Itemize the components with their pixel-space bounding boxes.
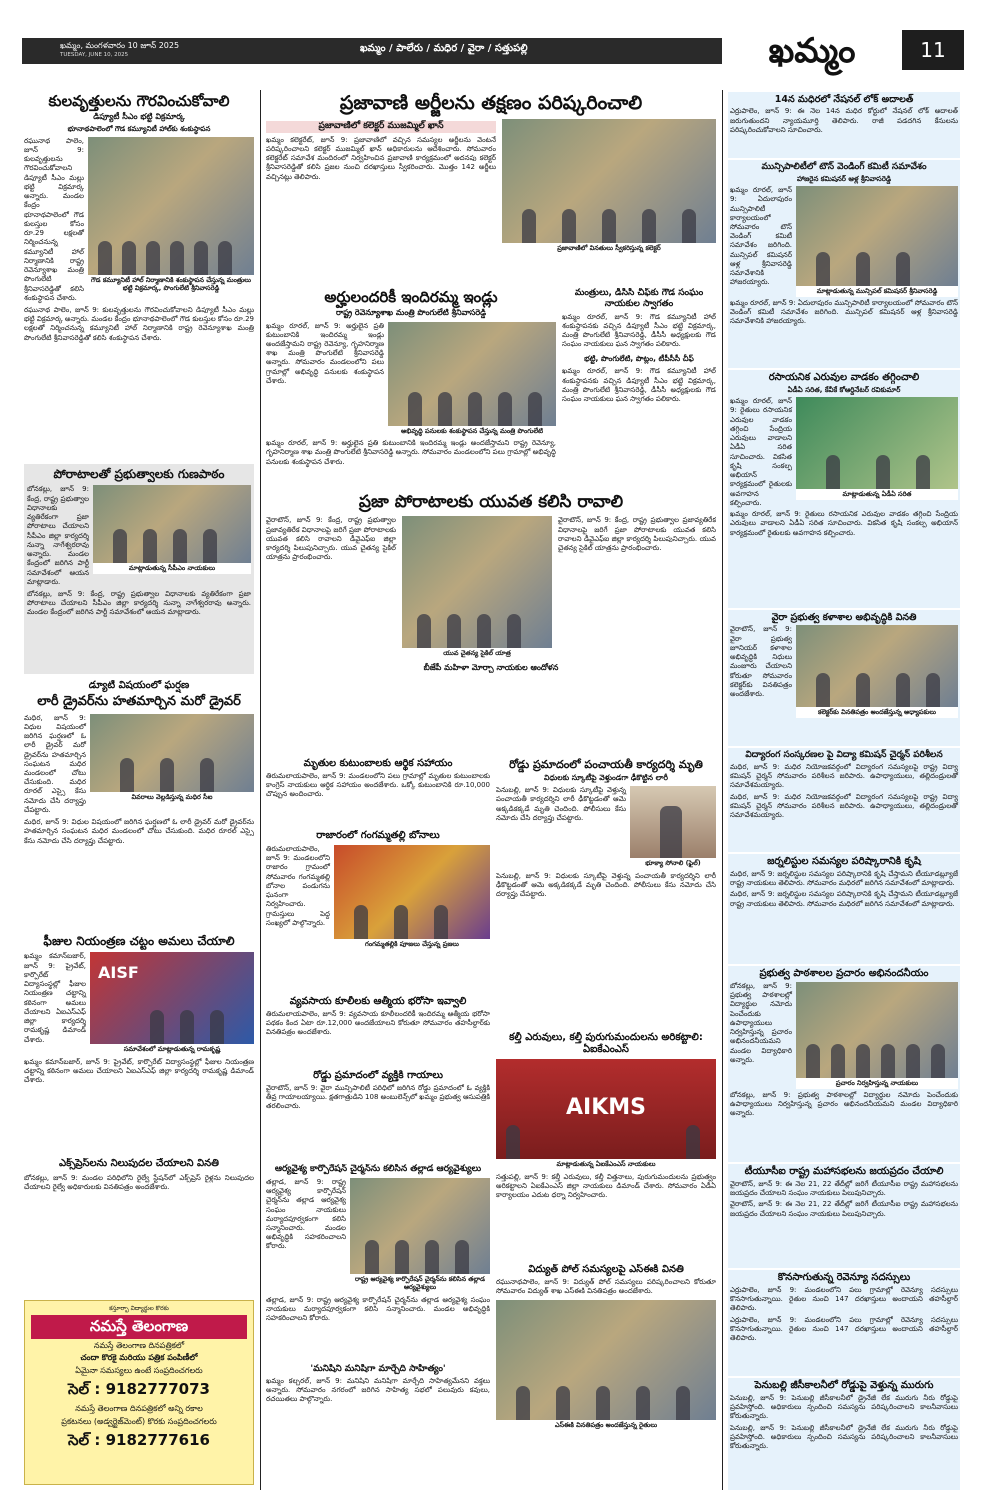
article-body-continued: పెనుబల్లి, జూన్ 9: విధులకు స్కూటీపై వెళ్తున్న పంచాయతీ కార్యదర్శిని లారీ ఢీకొట్టడంతో ఆమె అక్కడికక్కడే మృతి చెందింది. పోలీసులు కేసు నమోదు చేసి దర్యాప్తు చేపట్టారు.	[496, 871, 716, 899]
headline: 'మనిషిని మనిషిగా మార్చేది సాహిత్యం'	[310, 1364, 446, 1374]
ad-top-text: కస్తూర్బా విద్యార్థుల కొరకు	[109, 1305, 169, 1312]
header-date-telugu: ఖమ్మం, మంగళవారం 10 జూన్ 2025	[60, 41, 180, 50]
headline: ప్రజావాణి అర్జీలను తక్షణం పరిష్కరించాలి	[339, 92, 643, 114]
article-photo	[796, 982, 958, 1078]
headline: ఫీజుల నియంత్రణ చట్టం అమలు చేయాలి	[43, 934, 235, 948]
headline: మృతుల కుటుంబాలకు ఆర్థిక సహాయం	[303, 758, 453, 769]
headline: 14న మధిరలో నేషనల్ లోక్ అదాలత్	[774, 94, 914, 105]
subheadline: విధులకు స్కూటీపై వెళ్తుండగా ఢీకొట్టిన లారీ	[544, 773, 668, 783]
ad-line: చందా కొరకై మరియు పత్రిక పంపిణీలో	[80, 1353, 198, 1363]
article-indiramma-houses	[266, 288, 556, 488]
article-photo	[796, 186, 958, 286]
headline: వ్యవసాయ కూలీలకు ఆత్మీయ భరోసా ఇవ్వాలి	[289, 996, 467, 1007]
photo-caption: మాట్లాడుతున్న సీపీఎం నాయకులు	[93, 563, 251, 574]
article-body: వైరాటౌన్, జూన్ 9: వైరా మున్సిపాలిటీ పరిధిలో జరిగిన రోడ్డు ప్రమాదంలో ఓ వ్యక్తికి తీవ్ర గాయాలయ్యాయి. క్షతగాత్రుడిని 108 అంబులెన్స్‌లో ఖమ్మం ప్రభుత్వ ఆసుపత్రికి తరలించారు.	[266, 1084, 490, 1111]
photo-caption: భూక్యా సోనాలి (ఫైల్)	[630, 858, 716, 869]
article-body: తిరుమలాయపాలెం, జూన్ 9: మండలంలోని పలు గ్రామాల్లో మృతుల కుటుంబాలకు కాంగ్రెస్ నాయకులు ఆర్థిక సహాయం అందజేశారు. ఒక్కో కుటుంబానికి రూ.10,000 చొప్పున అందించారు.	[266, 772, 490, 799]
article-kulavruttulu	[24, 92, 254, 460]
article-wyra-college	[728, 610, 960, 746]
article-financial-aid	[266, 758, 490, 826]
article-photo	[502, 119, 716, 243]
article-body: వైరాటౌన్, జూన్ 9: వైరా ప్రభుత్వ జూనియర్ కళాశాల అభివృద్ధికి నిధులు మంజూరు చేయాలని కోరుతూ సోమవారం కలెక్టర్‌కు వినతిపత్రం అందజేశారు.	[730, 625, 792, 699]
article-body-continued: ఖమ్మం కమాన్‌బజార్, జూన్ 9: ప్రైవేట్, కార్పొరేట్ విద్యాసంస్థల్లో ఫీజుల నియంత్రణ చట్టాన్ని కఠినంగా అమలు చేయాలని ఏఐఎస్ఎఫ్ జిల్లా కార్యదర్శి రామకృష్ణ డిమాండ్ చేశారు.	[24, 1057, 254, 1085]
article-body: రఘునాథ పాలెం, జూన్ 9: కులవృత్తులను గౌరవించుకోవాలని డిప్యూటీ సీఎం మల్లు భట్టి విక్రమార్క అన్నారు. మండల కేంద్రం భూనాథపాలెంలో గౌడ కులస్తుల కోసం రూ.29 లక్షలతో నిర్మించనున్న కమ్యూనిటీ హాల్ నిర్మాణానికి రాష్ట్ర రెవెన్యూశాఖ మంత్రి పొంగులేటి శ్రీనివాసరెడ్డితో కలిసి శంకుస్థాపన చేశారు.	[24, 136, 84, 302]
ad-line: నమస్తే తెలంగాణ దినపత్రికలో అన్ని రకాల	[75, 1404, 203, 1414]
article-body: ఖమ్మం రూరల్, జూన్ 9: అర్హులైన ప్రతి కుటుంబానికి ఇందిరమ్మ ఇండ్లు అందజేస్తామని రాష్ట్ర రెవెన్యూ, గృహనిర్మాణ శాఖ మంత్రి పొంగులేటి శ్రీనివాసరెడ్డి అన్నారు. సోమవారం మండలంలోని పలు గ్రామాల్లో అభివృద్ధి పనులకు శంకుస్థాపన చేశారు.	[266, 321, 384, 385]
photo-caption: గౌడ కమ్యూనిటీ హాల్ నిర్మాణానికి శంకుస్థాపన చేస్తున్న మంత్రులు భట్టి విక్రమార్క, పొంగులేటి శ్రీనివాసరెడ్డి	[88, 275, 254, 294]
article-body-continued: రఘునాథ పాలెం, జూన్ 9: కులవృత్తులను గౌరవించుకోవాలని డిప్యూటీ సీఎం మల్లు భట్టి విక్రమార్క అన్నారు. మండల కేంద్రం భూనాథపాలెంలో గౌడ కులస్తుల కోసం రూ.29 లక్షలతో నిర్మించనున్న కమ్యూనిటీ హాల్ నిర్మాణానికి రాష్ట్ర రెవెన్యూశాఖ మంత్రి పొంగులేటి శ్రీనివాసరెడ్డితో కలిసి శంకుస్థాపన చేశారు.	[24, 306, 254, 342]
photo-caption: ఎస్ఈకి వినతిపత్రం అందజేస్తున్న రైతులు	[496, 1420, 716, 1431]
headline: కొనసాగుతున్న రెవెన్యూ సదస్సులు	[777, 1272, 911, 1283]
photo-caption: మాట్లాడుతున్న మున్సిపల్ కమిషనర్ శ్రీనివాసరెడ్డి	[796, 286, 958, 297]
article-express-trains	[24, 1158, 254, 1294]
article-body: ఎర్రుపాలెం, జూన్ 9: ఈ నెల 14న మధిర కోర్టులో నేషనల్ లోక్ అదాలత్ జరుగుతుందని న్యాయమూర్తి తెలిపారు. రాజీ పడదగిన కేసులను పరిష్కరించుకోవాలని సూచించారు.	[730, 107, 958, 134]
ad-line: ఏమైనా సమస్యలు ఉంటే సంప్రదించగలరు	[75, 1365, 203, 1375]
kicker: డ్యూటీ విషయంలో ఘర్షణ	[88, 680, 190, 691]
headline: ఆర్యవైశ్య కార్పొరేషన్ చైర్మన్‌ను కలిసిన తల్లాడ ఆర్యవైశ్యులు	[274, 1164, 482, 1174]
subheadline: ఏడీఏ సరిత, కేవీకే కోఆర్డినేటర్ రవికుమార్	[787, 386, 901, 394]
photo-caption: కలెక్టర్‌కు వినతిపత్రం అందజేస్తున్న అధ్యాపకులు	[796, 707, 958, 718]
article-body: ఖమ్మం రూరల్, జూన్ 9: ఏదులాపురం మున్సిపాలిటీ కార్యాలయంలో సోమవారం టౌన్ వెండింగ్ కమిటీ సమావేశం జరిగింది. మున్సిపల్ కమిషనర్ ఆళ్ల శ్రీనివాసరెడ్డి సమావేశానికి హాజరయ్యారు.	[730, 186, 792, 287]
article-body: మధిర, జూన్ 9: మధిర నియోజకవర్గంలో విద్యారంగ సమస్యలపై రాష్ట్ర విద్యా కమిషన్ చైర్మన్ సోమవారం పరిశీలన జరిపారు. ఉపాధ్యాయులు, తల్లిదండ్రులతో సమావేశమయ్యారు.	[730, 762, 958, 790]
article-youth-struggles	[266, 492, 716, 752]
article-body: తల్లాడ, జూన్ 9: రాష్ట్ర ఆర్యవైశ్య కార్పొరేషన్ చైర్మన్‌ను తల్లాడ ఆర్యవైశ్య సంఘం నాయకులు మర్యాదపూర్వకంగా కలిసి సన్మానించారు. మండల అభివృద్ధికి సహకరించాలని కోరారు.	[266, 1177, 346, 1251]
headline: పోరాటాలతో ప్రభుత్వాలకు గుణపాఠం	[53, 467, 225, 481]
headline: రసాయనిక ఎరువుల వాడకం తగ్గించాలి	[768, 372, 920, 383]
portrait-photo	[630, 786, 716, 858]
ad-line: నమస్తే తెలంగాణ దినపత్రికలో	[93, 1340, 185, 1350]
article-body-continued: మధిర, జూన్ 9: జర్నలిస్టుల సమస్యల పరిష్కారానికి కృషి చేస్తామని టీయూడబ్ల్యూజే రాష్ట్ర నాయకులు తెలిపారు. సోమవారం మధిరలో జరిగిన సమావేశంలో మాట్లాడారు.	[730, 890, 958, 908]
section-brand: ఖమ్మం	[722, 26, 902, 76]
ad-phone-2: సెల్ : 9182777616	[68, 1431, 210, 1450]
ad-line: ప్రకటనలు (అడ్వర్టైజ్‌మెంట్) కొరకు సంప్రదించగలరు	[61, 1416, 217, 1426]
article-revenue-sadassulu	[728, 1270, 960, 1376]
article-body: ఖమ్మం కమాన్‌బజార్, జూన్ 9: ప్రైవేట్, కార్పొరేట్ విద్యాసంస్థల్లో ఫీజుల నియంత్రణ చట్టాన్ని కఠినంగా అమలు చేయాలని ఏఐఎస్ఎఫ్ జిల్లా కార్యదర్శి రామకృష్ణ డిమాండ్ చేశారు.	[24, 952, 86, 1044]
headline: రోడ్డు ప్రమాదంలో పంచాయతీ కార్యదర్శి మృతి	[509, 758, 703, 771]
column-rule	[260, 90, 261, 1490]
article-body: ఎర్రుపాలెం, జూన్ 9: మండలంలోని పలు గ్రామాల్లో రెవెన్యూ సదస్సులు కొనసాగుతున్నాయి. రైతుల నుంచి 147 దరఖాస్తులు అందాయని తహసీల్దార్ తెలిపారు.	[730, 1286, 958, 1313]
article-body-continued: మధిర, జూన్ 9: విధుల విషయంలో జరిగిన ఘర్షణలో ఓ లారీ డ్రైవర్ మరో డ్రైవర్‌ను హతమార్చిన సంఘటన మధిర మండలంలో చోటు చేసుకుంది. మధిర రూరల్ ఎస్సై కేసు నమోదు చేసి దర్యాప్తు చేపట్టారు.	[24, 818, 254, 845]
article-photo	[350, 1178, 490, 1274]
article-body: వైరాటౌన్, జూన్ 9: కేంద్ర, రాష్ట్ర ప్రభుత్వాల ప్రజావ్యతిరేక విధానాలపై జరిగే ప్రజా పోరాటాలకు యువత కలిసి రావాలని డీవైఎఫ్ఐ జిల్లా కార్యదర్శి పిలుపునిచ్చారు. యువ చైతన్య సైకిల్ యాత్రను ప్రారంభించారు.	[266, 516, 396, 562]
headline: ఎక్స్‌ప్రెస్‌లను నిలుపుదల చేయాలని వినతి	[59, 1158, 219, 1169]
article-body-continued: ఖమ్మం రూరల్, జూన్ 9: ఏదులాపురం మున్సిపాలిటీ కార్యాలయంలో సోమవారం టౌన్ వెండింగ్ కమిటీ సమావేశం జరిగింది. మున్సిపల్ కమిషనర్ ఆళ్ల శ్రీనివాసరెడ్డి సమావేశానికి హాజరయ్యారు.	[730, 298, 958, 326]
subheadline: డిప్యూటీ సీఎం భట్టి విక్రమార్క	[93, 112, 185, 121]
article-body: మధిర, జూన్ 9: జర్నలిస్టుల సమస్యల పరిష్కారానికి కృషి చేస్తామని టీయూడబ్ల్యూజే రాష్ట్ర నాయకులు తెలిపారు. సోమవారం మధిరలో జరిగిన సమావేశంలో మాట్లాడారు.	[730, 870, 958, 888]
headline: అర్హులందరికీ ఇందిరమ్మ ఇండ్లు	[324, 288, 498, 306]
article-literature	[266, 1364, 490, 1490]
article-aikms	[496, 1032, 716, 1260]
article-body-continued: ఎర్రుపాలెం, జూన్ 9: మండలంలోని పలు గ్రామాల్లో రెవెన్యూ సదస్సులు కొనసాగుతున్నాయి. రైతుల నుంచి 147 దరఖాస్తులు అందాయని తహసీల్దార్ తెలిపారు.	[730, 1315, 958, 1343]
header-date-english: TUESDAY, JUNE 10, 2025	[60, 52, 129, 58]
headline: వైరా ప్రభుత్వ కళాశాల అభివృద్ధికి వినతి	[771, 612, 917, 623]
headline: రాజారంలో గంగమ్మతల్లి బోనాలు	[316, 830, 440, 841]
column-rule	[722, 90, 723, 1490]
article-body-continued: మధిర, జూన్ 9: మధిర నియోజకవర్గంలో విద్యారంగ సమస్యలపై రాష్ట్ర విద్యా కమిషన్ చైర్మన్ సోమవారం పరిశీలన జరిపారు. ఉపాధ్యాయులు, తల్లిదండ్రులతో సమావేశమయ్యారు.	[730, 792, 958, 819]
photo-caption: భట్టి, పొంగులేటి, పొట్లం, టీపీసీసీ చీఫ్	[562, 353, 716, 365]
subheadline: రాష్ట్ర రెవెన్యూశాఖ మంత్రి పొంగులేటి శ్రీనివాసరెడ్డి	[335, 308, 487, 317]
article-body-continued: ఖమ్మం రూరల్, జూన్ 9: రైతులు రసాయనిక ఎరువుల వాడకం తగ్గించి సేంద్రియ ఎరువులు వాడాలని ఏడీఏ సరిత సూచించారు. వికసిత కృషి సంకల్ప అభియాన్ కార్యక్రమంలో రైతులకు అవగాహన కల్పించారు.	[730, 510, 958, 537]
article-body-continued: వైరాటౌన్, జూన్ 9: ఈ నెల 21, 22 తేదీల్లో జరిగే టీయూసీఐ రాష్ట్ర మహాసభలను జయప్రదం చేయాలని సంఘం నాయకులు పిలుపునిచ్చారు.	[730, 1200, 958, 1218]
article-body: ఖమ్మం రూరల్, జూన్ 9: రైతులు రసాయనిక ఎరువుల వాడకం తగ్గించి సేంద్రియ ఎరువులు వాడాలని ఏడీఏ సరిత సూచించారు. వికసిత కృషి సంకల్ప అభియాన్ కార్యక్రమంలో రైతులకు అవగాహన కల్పించారు.	[730, 397, 792, 507]
photo-caption: ప్రచారం నిర్వహిస్తున్న నాయకులు	[796, 1078, 958, 1089]
article-body: తిరుమలాయపాలెం, జూన్ 9: వ్యవసాయ కూలీలందరికీ ఇందిరమ్మ ఆత్మీయ భరోసా పథకం కింద ఏటా రూ.12,000 అందజేయాలని కోరుతూ సోమవారం తహసీల్దార్‌కు వినతిపత్రం అందజేశారు.	[266, 1010, 490, 1037]
article-photo	[796, 397, 958, 489]
page-header	[0, 0, 981, 82]
headline: ప్రభుత్వ పాఠశాలల ప్రచారం అభినందనీయం	[759, 968, 929, 979]
headline: ప్రజా పోరాటాలకు యువత కలిసి రావాలి	[358, 492, 624, 512]
article-body-continued: తల్లాడ, జూన్ 9: రాష్ట్ర ఆర్యవైశ్య కార్పొరేషన్ చైర్మన్‌ను తల్లాడ ఆర్యవైశ్య సంఘం నాయకులు మర్యాదపూర్వకంగా కలిసి సన్మానించారు. మండల అభివృద్ధికి సహకరించాలని కోరారు.	[266, 1295, 490, 1323]
article-body: రఘునాథపాలెం, జూన్ 9: విద్యుత్ పోల్ సమస్యలు పరిష్కరించాలని కోరుతూ సోమవారం విద్యుత్ శాఖ ఎస్ఈకి వినతిపత్రం అందజేశారు.	[496, 1278, 716, 1296]
article-photo	[88, 137, 254, 275]
photo-caption: సమావేశంలో మాట్లాడుతున్న రామకృష్ణ	[90, 1044, 254, 1055]
article-tuci	[728, 1164, 960, 1268]
article-body: ఖమ్మం కలెక్టరేట్, జూన్ 9: ప్రజావాణిలో వచ్చిన సమస్యల అర్జీలను వెంటనే పరిష్కరించాలని కలెక్టర్ ముజమ్మిల్ ఖాన్ అధికారులను ఆదేశించారు. సోమవారం కలెక్టరేట్ సమావేశ మందిరంలో నిర్వహించిన ప్రజావాణి కార్యక్రమంలో అదనపు కలెక్టర్ శ్రీనివాసరెడ్డితో కలిసి ప్రజల నుంచి దరఖాస్తులు స్వీకరించారు. మొత్తం 142 అర్జీలు వచ్చినట్లు తెలిపారు.	[266, 135, 496, 181]
article-photo	[334, 845, 490, 939]
article-drainage	[728, 1378, 960, 1490]
article-body: ఖమ్మం కల్చరల్, జూన్ 9: మనిషిని మనిషిగా మార్చేది సాహిత్యమేనని వక్తలు అన్నారు. సోమవారం నగరంలో జరిగిన సాహిత్య సభలో పలువురు కవులు, రచయితలు పాల్గొన్నారు.	[266, 1376, 490, 1404]
photo-caption: మాట్లాడుతున్న ఏడీఏ సరిత	[796, 489, 958, 500]
article-photo	[496, 1300, 716, 1420]
kicker: బీజేపీ మహిళా మోర్చా నాయకుల ఆందోళన	[423, 662, 559, 672]
subheadline: ప్రజావాణిలో కలెక్టర్ ముజమ్మిల్ ఖాన్	[266, 121, 496, 133]
subheadline: భూనాథపాలెంలో గౌడ కమ్యూనిటీ హాల్‌కు శంకుస్థాపన	[67, 124, 211, 133]
headline: మున్సిపాలిటీలో టౌన్ వెండింగ్ కమిటీ సమావేశం	[761, 162, 927, 172]
headline: జర్నలిస్టుల సమస్యల పరిష్కారానికి కృషి	[767, 856, 921, 867]
article-chemical-fertilizers	[728, 370, 960, 608]
headline: మంత్రులు, డీసీసీ చీఫ్‌కు గౌడ సంఘం నాయకుల స్వాగతం	[574, 288, 704, 309]
article-govt-school-campaign	[728, 966, 960, 1162]
photo-caption: గంగమ్మతల్లికి పూజలు చేస్తున్న ప్రజలు	[334, 939, 490, 950]
header-places: ఖమ్మం / పాలేరు / మధిర / వైరా / సత్తుపల్లి	[360, 43, 528, 54]
subscription-advertisement	[24, 1300, 254, 1485]
photo-caption: మాట్లాడుతున్న ఏఐకేఎంఎస్ నాయకులు	[496, 1159, 716, 1170]
photo-caption: వివరాలు వెల్లడిస్తున్న మధిర సీఐ	[90, 792, 254, 803]
article-education-commission	[728, 748, 960, 852]
article-photo	[90, 714, 254, 792]
photo-caption: అభివృద్ధి పనులకు శంకుస్థాపన చేస్తున్న మంత్రి పొంగులేటి	[388, 426, 556, 437]
article-road-accident-injury	[266, 1070, 490, 1160]
subheadline: హాజరైన కమిషనర్ ఆళ్ల శ్రీనివాసరెడ్డి	[796, 174, 892, 183]
photo-caption: ప్రజావాణిలో వినతులు స్వీకరిస్తున్న కలెక్టర్	[502, 243, 716, 254]
newspaper-logo: నమస్తే తెలంగాణ	[31, 1315, 247, 1339]
headline: పెనుబల్లి జీసీకాలనీలో రోడ్డుపై వెళ్తున్న మురుగు	[754, 1380, 934, 1391]
article-gouda-welcome	[562, 288, 716, 488]
article-body-continued: బోనకల్లు, జూన్ 9: కేంద్ర, రాష్ట్ర ప్రభుత్వాల విధానాలకు వ్యతిరేకంగా ప్రజా పోరాటాలు చేయాలని సీపీఎం జిల్లా కార్యదర్శి నున్నా నాగేశ్వరరావు అన్నారు. మండల కేంద్రంలో జరిగిన పార్టీ సమావేశంలో ఆయన మాట్లాడారు.	[27, 589, 251, 617]
article-body-continued: ఖమ్మం రూరల్, జూన్ 9: గౌడ కమ్యూనిటీ హాల్ శంకుస్థాపనకు వచ్చిన డిప్యూటీ సీఎం భట్టి విక్రమార్క, మంత్రి పొంగులేటి శ్రీనివాసరెడ్డి, డీసీసీ అధ్యక్షులకు గౌడ సంఘం నాయకులు ఘన స్వాగతం పలికారు.	[562, 367, 716, 404]
article-body: సత్తుపల్లి, జూన్ 9: కల్తీ ఎరువులు, కల్తీ విత్తనాలు, పురుగుమందులను ప్రభుత్వం అరికట్టాలని ఏఐకేఎంఎస్ జిల్లా నాయకులు డిమాండ్ చేశారు. సోమవారం ఏడీఏ కార్యాలయం ఎదుట ధర్నా నిర్వహించారు.	[496, 1172, 716, 1200]
article-photo	[93, 485, 251, 563]
article-body: బోనకల్లు, జూన్ 9: కేంద్ర, రాష్ట్ర ప్రభుత్వాల విధానాలకు వ్యతిరేకంగా ప్రజా పోరాటాలు చేయాలని సీపీఎం జిల్లా కార్యదర్శి నున్నా నాగేశ్వరరావు అన్నారు. మండల కేంద్రంలో జరిగిన పార్టీ సమావేశంలో ఆయన మాట్లాడారు.	[27, 485, 89, 586]
article-photo	[796, 625, 958, 707]
article-body-continued: పెనుబల్లి, జూన్ 9: పెనుబల్లి జీసీకాలనీలో డ్రైనేజీ లేక మురుగు నీరు రోడ్డుపై ప్రవహిస్తోంది. అధికారులు స్పందించి సమస్యను పరిష్కరించాలని కాలనీవాసులు కోరుతున్నారు.	[730, 1423, 958, 1451]
article-body: బోనకల్లు, జూన్ 9: మండల పరిధిలోని రైల్వే స్టేషన్‌లో ఎక్స్‌ప్రెస్ రైళ్లను నిలుపుదల చేయాలని రైల్వే అధికారులకు వినతిపత్రం అందజేశారు.	[24, 1174, 254, 1192]
headline: విద్యారంగ సంస్కరణల పై విద్యా కమిషన్ చైర్మన్ పరిశీలన	[745, 750, 943, 760]
article-photo	[402, 516, 552, 648]
article-photo	[388, 322, 556, 426]
article-body: పెనుబల్లి, జూన్ 9: పెనుబల్లి జీసీకాలనీలో డ్రైనేజీ లేక మురుగు నీరు రోడ్డుపై ప్రవహిస్తోంది. అధికారులు స్పందించి సమస్యను పరిష్కరించాలని కాలనీవాసులు కోరుతున్నారు.	[730, 1394, 958, 1421]
article-body-continued: బోనకల్లు, జూన్ 9: ప్రభుత్వ పాఠశాలల్లో విద్యార్థుల నమోదు పెంచేందుకు ఉపాధ్యాయులు నిర్వహిస్తున్న ప్రచారం అభినందనీయమని మండల విద్యాధికారి అన్నారు.	[730, 1090, 958, 1118]
article-body-continued: వైరాటౌన్, జూన్ 9: కేంద్ర, రాష్ట్ర ప్రభుత్వాల ప్రజావ్యతిరేక విధానాలపై జరిగే ప్రజా పోరాటాలకు యువత కలిసి రావాలని డీవైఎఫ్ఐ జిల్లా కార్యదర్శి పిలుపునిచ్చారు. యువ చైతన్య సైకిల్ యాత్రను ప్రారంభించారు.	[558, 516, 716, 553]
article-bonalu	[266, 830, 490, 992]
article-body: తిరుమలాయపాలెం, జూన్ 9: మండలంలోని రాజారం గ్రామంలో సోమవారం గంగమ్మతల్లి బోనాల పండుగను ఘనంగా నిర్వహించారు. గ్రామస్తులు పెద్ద సంఖ్యలో పాల్గొన్నారు.	[266, 845, 330, 927]
article-body: పెనుబల్లి, జూన్ 9: విధులకు స్కూటీపై వెళ్తున్న పంచాయతీ కార్యదర్శిని లారీ ఢీకొట్టడంతో ఆమె అక్కడికక్కడే మృతి చెందింది. పోలీసులు కేసు నమోదు చేసి దర్యాప్తు చేపట్టారు.	[496, 786, 626, 822]
headline: టీయూసీఐ రాష్ట్ర మహాసభలను జయప్రదం చేయాలి	[744, 1166, 944, 1177]
article-photo: AISF	[90, 952, 254, 1044]
article-prajavani	[266, 92, 716, 282]
article-body: బోనకల్లు, జూన్ 9: ప్రభుత్వ పాఠశాలల్లో విద్యార్థుల నమోదు పెంచేందుకు ఉపాధ్యాయులు నిర్వహిస్తున్న ప్రచారం అభినందనీయమని మండల విద్యాధికారి అన్నారు.	[730, 982, 792, 1064]
article-town-vending	[728, 160, 960, 368]
photo-caption: రాష్ట్ర ఆర్యవైశ్య కార్పొరేషన్ చైర్మన్‌ను కలిసిన తల్లాడ ఆర్యవైశ్యులు	[350, 1274, 490, 1293]
article-body: మధిర, జూన్ 9: విధుల విషయంలో జరిగిన ఘర్షణలో ఓ లారీ డ్రైవర్ మరో డ్రైవర్‌ను హతమార్చిన సంఘటన మధిర మండలంలో చోటు చేసుకుంది. మధిర రూరల్ ఎస్సై కేసు నమోదు చేసి దర్యాప్తు చేపట్టారు.	[24, 713, 86, 814]
headline: రోడ్డు ప్రమాదంలో వ్యక్తికి గాయాలు	[313, 1070, 443, 1081]
article-lorry-driver	[24, 680, 254, 930]
photo-caption: యువ చైతన్య సైకిల్ యాత్ర	[402, 648, 552, 659]
page-number: 11	[902, 30, 964, 70]
article-agri-labour	[266, 996, 490, 1066]
article-body: వైరాటౌన్, జూన్ 9: ఈ నెల 21, 22 తేదీల్లో జరిగే టీయూసీఐ రాష్ట్ర మహాసభలను జయప్రదం చేయాలని సంఘం నాయకులు పిలుపునిచ్చారు.	[730, 1180, 958, 1198]
article-electric-poles	[496, 1264, 716, 1490]
article-photo	[496, 1059, 716, 1159]
headline: కులవృత్తులను గౌరవించుకోవాలి	[48, 92, 230, 110]
article-aryavysya	[266, 1164, 490, 1360]
article-fees-act	[24, 934, 254, 1154]
article-lok-adalat	[728, 92, 960, 158]
article-body: ఖమ్మం రూరల్, జూన్ 9: గౌడ కమ్యూనిటీ హాల్ శంకుస్థాపనకు వచ్చిన డిప్యూటీ సీఎం భట్టి విక్రమార్క, మంత్రి పొంగులేటి శ్రీనివాసరెడ్డి, డీసీసీ అధ్యక్షులకు గౌడ సంఘం నాయకులు ఘన స్వాగతం పలికారు.	[562, 312, 716, 349]
headline: లారీ డ్రైవర్‌ను హతమార్చిన మరో డ్రైవర్	[37, 694, 241, 709]
article-panchayat-secretary	[496, 758, 716, 1028]
headline: విద్యుత్ పోల్ సమస్యలపై ఎస్ఈకి వినతి	[528, 1264, 684, 1275]
article-poratalu	[24, 464, 254, 674]
aikms-banner-text: AIKMS	[566, 1095, 646, 1120]
ad-phone-1: సెల్ : 9182777073	[68, 1380, 210, 1399]
article-journalists	[728, 854, 960, 964]
headline: కల్తీ ఎరువులు, కల్తీ పురుగుమందులను అరికట్టాలి: ఏఐకేఎంఎస్	[509, 1032, 703, 1055]
article-body-continued: ఖమ్మం రూరల్, జూన్ 9: అర్హులైన ప్రతి కుటుంబానికి ఇందిరమ్మ ఇండ్లు అందజేస్తామని రాష్ట్ర రెవెన్యూ, గృహనిర్మాణ శాఖ మంత్రి పొంగులేటి శ్రీనివాసరెడ్డి అన్నారు. సోమవారం మండలంలోని పలు గ్రామాల్లో అభివృద్ధి పనులకు శంకుస్థాపన చేశారు.	[266, 439, 556, 466]
